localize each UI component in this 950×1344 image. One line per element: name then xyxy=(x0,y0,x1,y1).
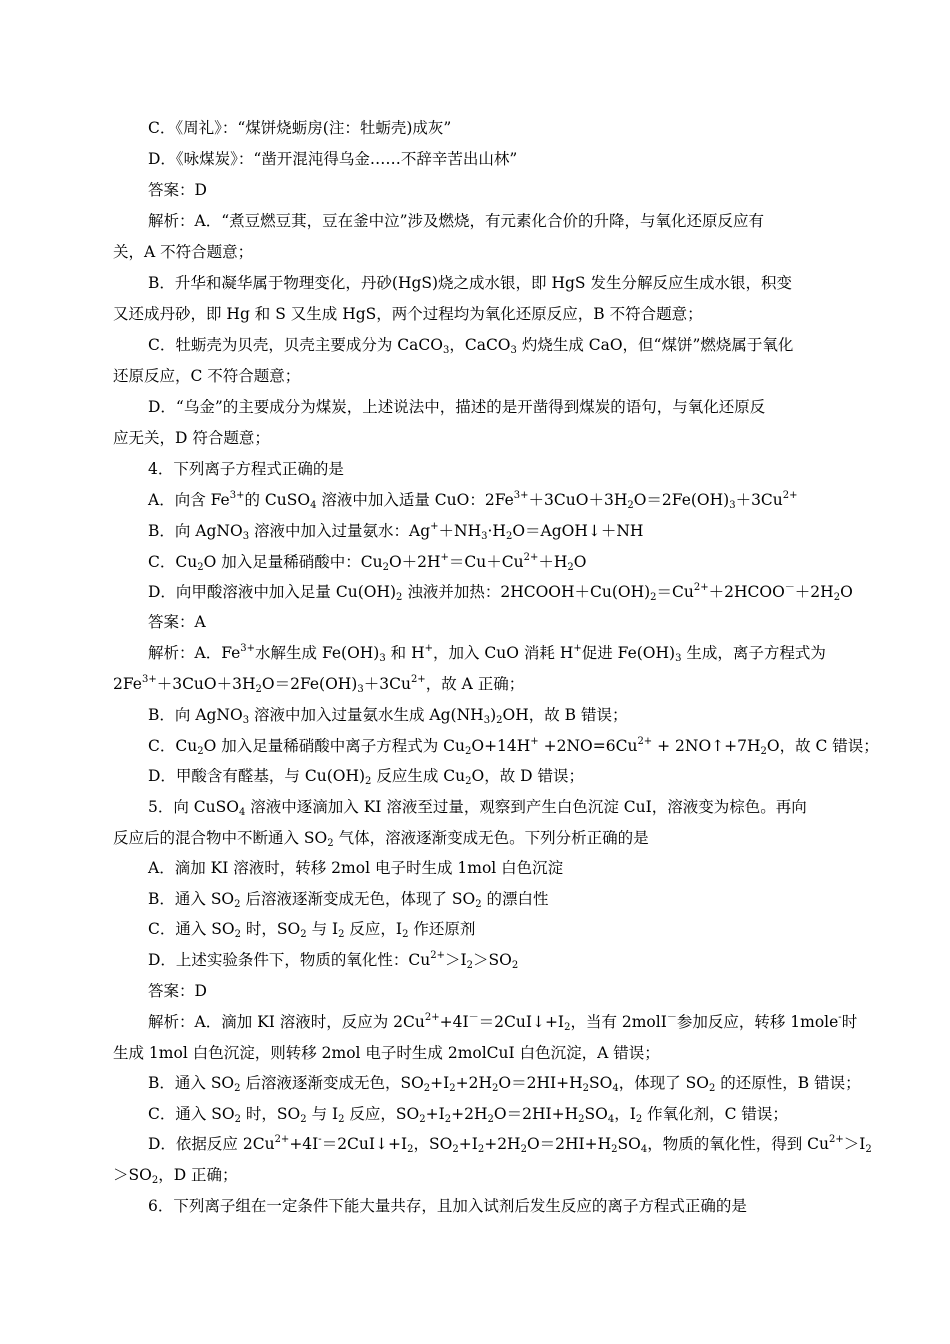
analysis-line: 解析：A．“煮豆燃豆萁，豆在釜中泣”涉及燃烧，有元素化合价的升降，与氧化还原反应有 xyxy=(148,212,765,230)
analysis-line: C．$Cu_2O$ 加入足量稀硝酸中离子方程式为 $Cu_2O+14H^+ +2NO=6Cu^{2+}$ + $2NO↑+7H_2O$，故 C 错误； xyxy=(148,736,879,757)
question-5-stem: 5．向 CuSO$_4$ 溶液中逐滴加入 KI 溶液至过量，观察到产生白色沉淀 CuI，溶液变为棕色。再向 xyxy=(148,798,807,818)
analysis-line: C．通入 $SO_2$ 时，$SO_2$ 与 $I_2$ 反应，$SO_2+I_2+2H_2O=2HI+H_2SO_4$，$I_2$ 作氧化剂，C 错误； xyxy=(148,1105,788,1125)
option-c-line: C．$Cu_2O$ 加入足量稀硝酸中：$Cu_2O+2H^+=Cu+Cu^{2+}+H_2O$ xyxy=(148,552,587,573)
option-a-line: A．向含 $Fe^{3+}$的 CuSO$_4$ 溶液中加入适量 CuO：$2Fe^{3+}+3CuO+3H_2O=2Fe(OH)_3+3Cu^{2+}$ xyxy=(148,490,798,511)
question-6-stem: 6．下列离子组在一定条件下能大量共存，且加入试剂后发生反应的离子方程式正确的是 xyxy=(148,1197,747,1215)
analysis-line: 生成 1mol 白色沉淀，则转移 2mol 电子时生成 2molCuI 白色沉淀，A 错误； xyxy=(113,1044,660,1062)
analysis-line: $2Fe^{3+}+3CuO+3H_2O=2Fe(OH)_3+3Cu^{2+}$，故 A 正确； xyxy=(113,674,525,695)
option-b-line: B．向 AgNO$_3$ 溶液中加入过量氨水：$Ag^++NH_3\cdot H_2O=AgOH↓+NH$ xyxy=(148,521,644,542)
option-d-line: D．上述实验条件下，物质的氧化性：$Cu^{2+}>I_2>SO_2$ xyxy=(148,950,519,971)
question-4-stem: 4．下列离子方程式正确的是 xyxy=(148,460,344,478)
answer-line: 答案：A xyxy=(148,613,206,631)
option-d-line: D．《咏煤炭》：“凿开混沌得乌金……不辞辛苦出山林” xyxy=(148,150,518,168)
analysis-line: 应无关，D 符合题意； xyxy=(113,429,270,447)
option-c-line: C．通入 $SO_2$ 时，$SO_2$ 与 $I_2$ 反应，$I_2$ 作还原剂 xyxy=(148,920,476,940)
option-c-line: C．《周礼》：“煤饼烧蛎房(注：牡蛎壳)成灰” xyxy=(148,119,452,137)
answer-line: 答案：D xyxy=(148,982,207,1000)
analysis-line: C．牡蛎壳为贝壳，贝壳主要成分为 CaCO$_3$，CaCO$_3$ 灼烧生成 CaO，但“煤饼”燃烧属于氧化 xyxy=(148,336,794,356)
option-d-line: D．向甲酸溶液中加入足量 $Cu(OH)_2$ 浊液并加热：$2HCOOH+Cu(OH)_2=Cu^{2+}+2HCOO^-+2H_2O$ xyxy=(148,582,853,603)
option-b-line: B．通入 $SO_2$ 后溶液逐渐变成无色，体现了 $SO_2$ 的漂白性 xyxy=(148,890,549,910)
answer-line: 答案：D xyxy=(148,181,207,199)
analysis-line: B．向 AgNO$_3$ 溶液中加入过量氨水生成 $Ag(NH_3)_2OH$，故 B 错误； xyxy=(148,706,628,726)
analysis-line: B．升华和凝华属于物理变化，丹砂(HgS)烧之成水银，即 HgS 发生分解反应生成水银，积变 xyxy=(148,274,792,292)
analysis-line: 解析：A．$Fe^{3+}$水解生成 $Fe(OH)_3$ 和 H+，加入 CuO 消耗 H+促进 $Fe(OH)_3$ 生成，离子方程式为 xyxy=(148,643,826,664)
analysis-line: D．“乌金”的主要成分为煤炭，上述说法中，描述的是开凿得到煤炭的语句，与氧化还原反 xyxy=(148,398,766,416)
analysis-line: $>SO_2$，D 正确； xyxy=(113,1166,238,1186)
analysis-line: 关，A 不符合题意； xyxy=(113,243,254,261)
analysis-line: D．甲酸含有醛基，与 $Cu(OH)_2$ 反应生成 $Cu_2O$，故 D 错误； xyxy=(148,767,584,787)
analysis-line: 解析：A．滴加 KI 溶液时，反应为 $2Cu^{2+}+4I^-=2CuI↓+I_2$，当有 2molI－参加反应，转移 1mole-时 xyxy=(148,1012,858,1033)
analysis-line: D．依据反应 $2Cu^{2+}+4I^-=2CuI↓+I_2$，$SO_2+I_2+2H_2O=2HI+H_2SO_4$，物质的氧化性，得到 $Cu^{2+}>I_2$ xyxy=(148,1134,872,1155)
question-5-stem: 反应后的混合物中不断通入 $SO_2$ 气体，溶液逐渐变成无色。下列分析正确的是 xyxy=(113,829,649,849)
analysis-line: B．通入 $SO_2$ 后溶液逐渐变成无色，$SO_2+I_2+2H_2O=2HI+H_2SO_4$，体现了 $SO_2$ 的还原性，B 错误； xyxy=(148,1074,861,1094)
analysis-line: 又还成丹砂，即 Hg 和 S 又生成 HgS，两个过程均为氧化还原反应，B 不符合题意； xyxy=(113,305,703,323)
option-a-line: A．滴加 KI 溶液时，转移 2mol 电子时生成 1mol 白色沉淀 xyxy=(148,859,564,877)
analysis-line: 还原反应，C 不符合题意； xyxy=(113,367,301,385)
